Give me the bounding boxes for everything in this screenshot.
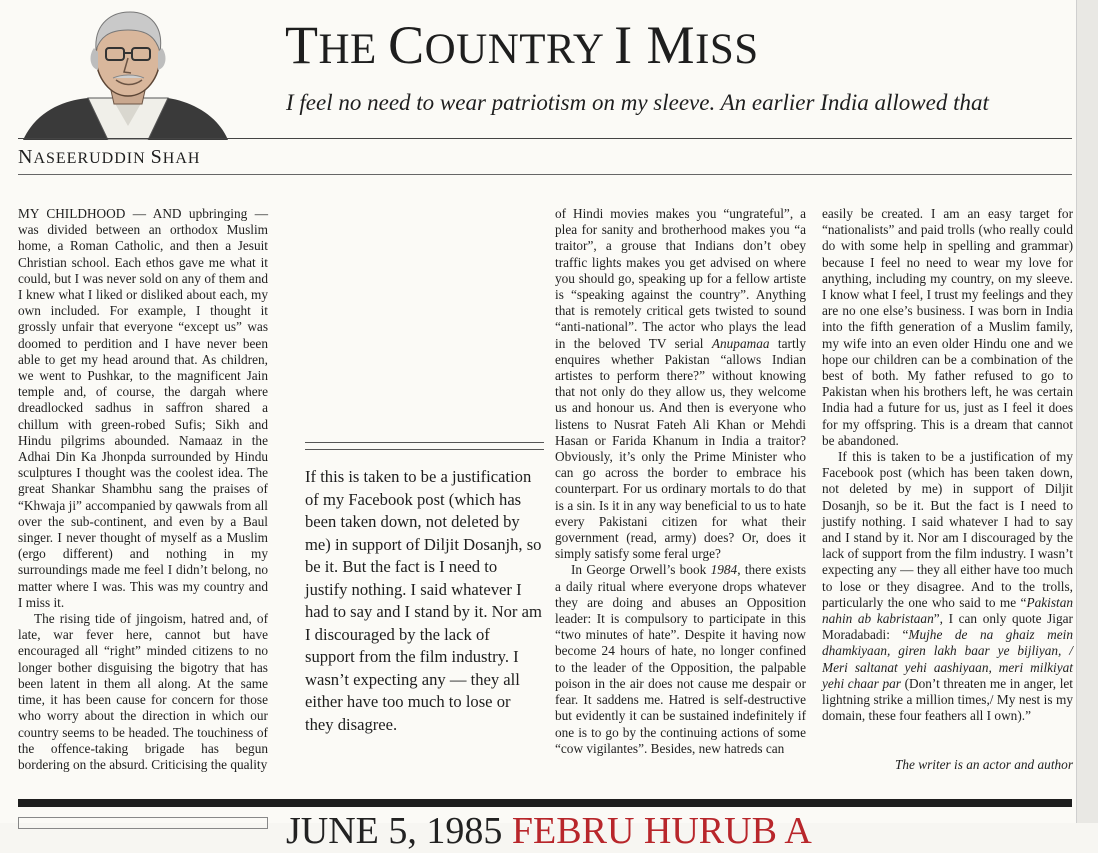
- next-article-headline: JUNE 5, 1985 FEBRU HURUB A: [286, 810, 812, 852]
- article-column-4: [822, 206, 1073, 725]
- pullquote-rule: [305, 442, 544, 450]
- article-column-3: [555, 206, 806, 757]
- article-title: THE COUNTRY I MISS: [285, 15, 759, 75]
- writer-note: The writer is an actor and author: [894, 757, 1073, 772]
- paragraph: If this is taken to be a justification of my Facebook post (which has been taken down, not deleted by me) in support of Diljit Dosanjh, so be it. But the fact is I need to justify nothing. I said whatever I had to say and I stand by it. Nor am I discouraged by the lack of support from the film industry. I wasn’t expecting any — they all either have too much to lose or they disagree. And to the trolls, particularly the one who said to me “Pakistan nahin ab kabristaan”, I can only quote Jigar Moradabadi: “Mujhe de na ghaiz mein dhamkiyaan, giren lakh baar ye bijliyan, / Meri saltanat yehi aashiyaan, meri milkiyat yehi chaar par (Don’t threaten me in anger, let lightning strike a million times,/ My nest is my domain, these four feathers all I own).”: [822, 449, 1073, 724]
- pullquote: If this is taken to be a justification of my Facebook post (which has been taken down, not deleted by me) in support of Diljit Dosanjh, so be it. But the fact is I need to justify nothing. I said whatever I had to say and I stand by it. Nor am I discouraged by the lack of support from the film industry. I wasn’t expecting any — they all either have too much to lose or they disagree.: [305, 467, 542, 734]
- bottom-divider-bar: [18, 799, 1072, 807]
- paragraph: MY CHILDHOOD — AND upbringing — was divided between an orthodox Muslim home, a Roman Catholic, and then a Jesuit Christian school. Each ethos gave me what it could, but I was never sold on any of them and I knew what I liked or disliked about each, my own included. For example, I thought it grossly unfair that everyone “except us” was doomed to perdition and I have never been able to get my head around that. As children, we went to Pushkar, to the magnificent Jain temple and, of course, the dargah where dreadlocked sadhus in saffron shared a chillum with green-robed Sufis; Sikh and Hindu pilgrims abounded. Namaaz in the Adhai Din Ka Jhonpda surrounded by Hindu sculptures I thought was the coolest idea. The great Shankar Shambhu sang the praises of “Khwaja ji” accompanied by qawwals from all over the sub-continent, and even by a Baul singer. I never thought of myself as a Muslim (ergo different) and nothing in my surroundings made me feel I didn’t belong, no matter where I was. This was my country and I miss it.: [18, 206, 268, 610]
- paragraph: In George Orwell’s book 1984, there exists a daily ritual where everyone drops whatever they are doing and abuses an Opposition leader: It is compulsory to participate in this “two minutes of hate”. Despite it having now become 24 hours of hate, no longer confined to the leader of the Opposition, the palpable poison in the air does not cause me despair or fear. It saddens me. Hatred is self-destructive but evidently it can be sustained indefinitely if one is to go by the continuing actions of some “cow vigilantes”. Besides, new hatreds can: [555, 562, 806, 756]
- article-column-1: [18, 206, 268, 773]
- header-divider: [18, 138, 1072, 139]
- paragraph: of Hindi movies makes you “ungrateful”, a plea for sanity and brotherhood makes you “a traitor”, a grouse that Indians don’t obey traffic lights makes you get advised on where you should go, speaking up for a fellow artiste is “speaking against the country”. Anything that is remotely critical gets twisted to sound “anti-national”. The actor who plays the lead in the beloved TV serial Anupamaa tartly enquires whether Pakistan “allows Indian artistes to perform there?” without knowing that not only do they allow us, they welcome us and honour us. And then is everyone who listens to Nusrat Fateh Ali Khan or Mehdi Hasan or Farida Khanum in India a traitor? Obviously, it’s only the Prime Minister who can go across the border to embrace his counterpart. For us ordinary mortals to do that is a sin. Is it in any way beneficial to us to hate every Pakistani citizen for what their government (read, army) does? Or, does it simply satisfy some feral urge?: [555, 206, 806, 562]
- author-caricature-icon: [18, 8, 228, 140]
- paragraph: easily be created. I am an easy target for “nationalists” and paid trolls (who really could do with some help in spelling and grammar) because I feel no need to wear my love for anything, including my country, on my sleeve. I know what I feel, I trust my feelings and they are no one else’s business. I was born in India into the fifth generation of a Muslim family, my wife into an even older Hindu one and we hope our children can be a combination of the best of both. My father refused to go to Pakistan when his brothers left, he was certain India had a future for us, just as I feel it does for my offspring. This is a dream that cannot be abandoned.: [822, 206, 1073, 448]
- article-subtitle: I feel no need to wear patriotism on my sleeve. An earlier India allowed that: [286, 90, 989, 115]
- byline-divider: [18, 174, 1072, 175]
- paragraph: The rising tide of jingoism, hatred and, of late, war fever here, cannot but have encouraged all “right” minded citizens to no longer bother disguising the bigotry that has been latent in them all along. At the same time, it has been cause for concern for those who worry about the direction in which our country seems to be headed. The touchiness of the offence-taking brigade has begun bordering on the absurd. Criticising the quality: [18, 611, 268, 772]
- next-article-box: [18, 817, 268, 829]
- author-byline: NASEERUDDIN SHAH: [18, 146, 201, 168]
- page-edge: [1076, 0, 1098, 823]
